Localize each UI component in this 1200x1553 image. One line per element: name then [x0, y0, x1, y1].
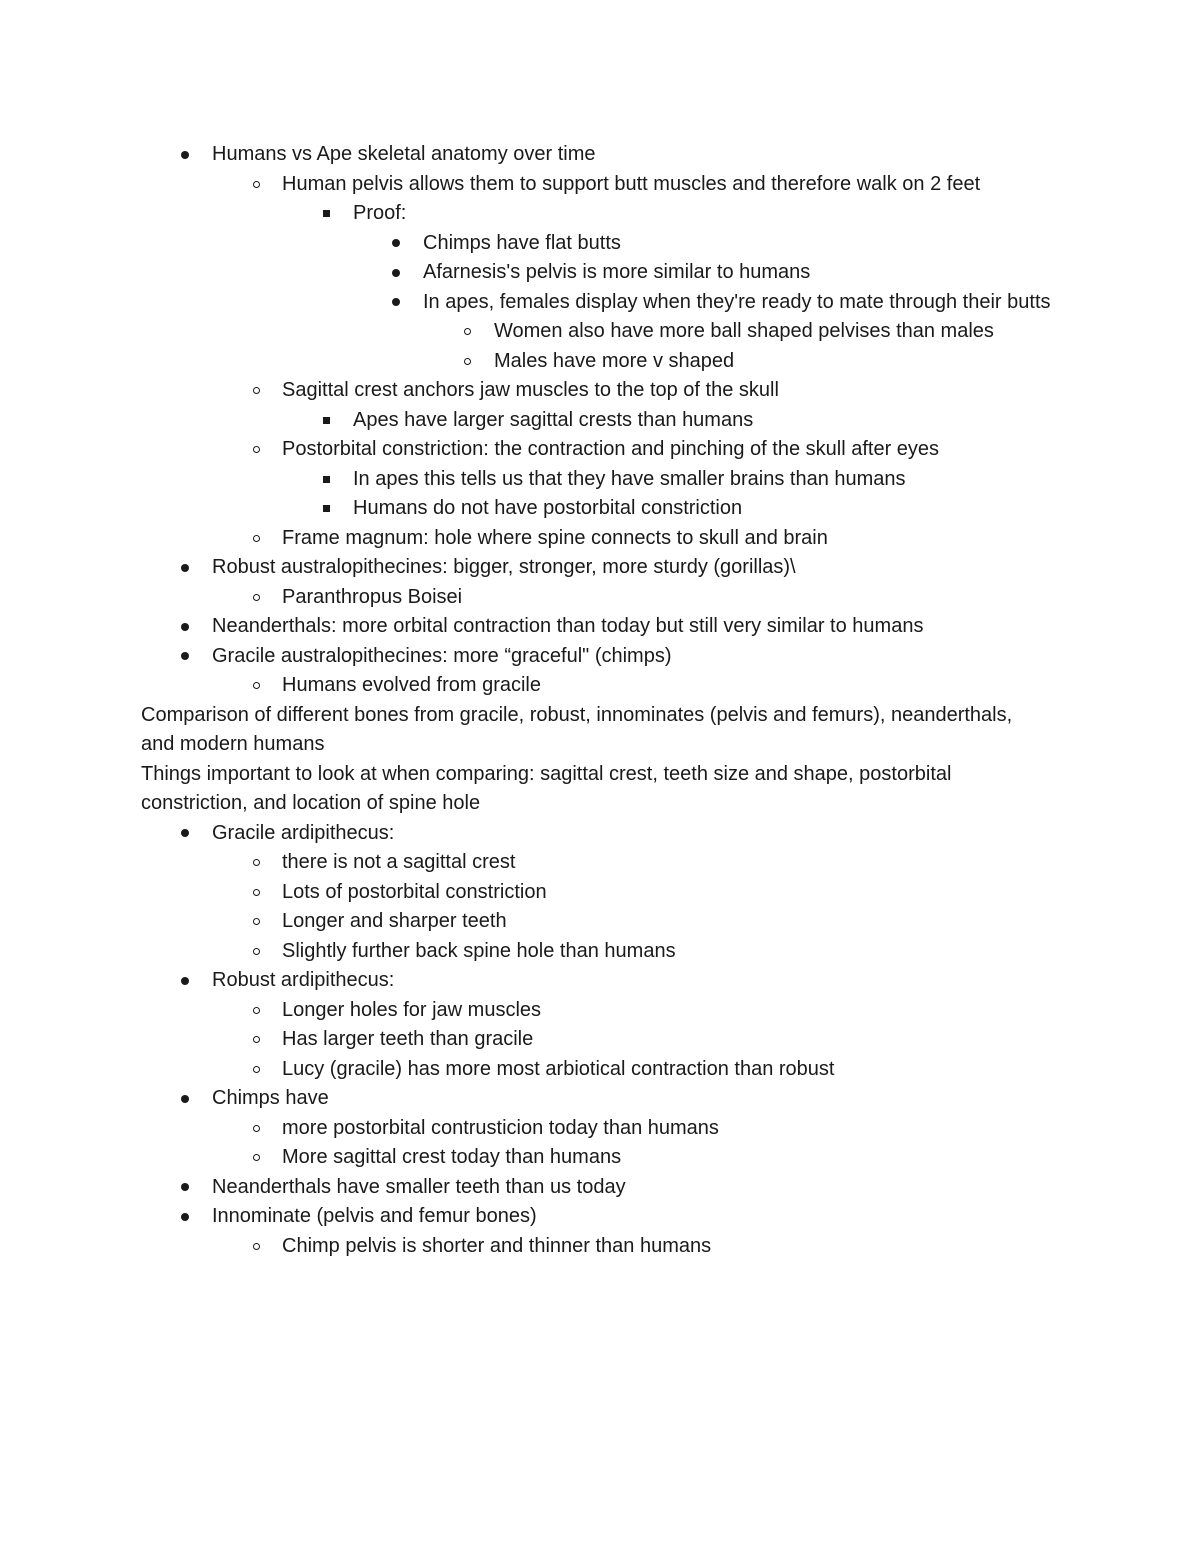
list-item: [141, 170, 1061, 200]
list-item-text: Sagittal crest anchors jaw muscles to the top of the skull: [282, 379, 779, 401]
list-item-text: Gracile ardipithecus:: [212, 821, 395, 844]
list-item-text: Chimp pelvis is shorter and thinner than humans: [282, 1234, 712, 1257]
bullet-circle-icon: [246, 848, 266, 878]
list-item-text: Slightly further back spine hole than humans: [282, 939, 676, 962]
bullet-circle-icon: [246, 376, 266, 406]
list-item-text: In apes this tells us that they have smaller brains than humans: [353, 467, 906, 490]
list-item: [141, 878, 1061, 908]
list-item: [141, 465, 1061, 495]
bullet-circle-icon: [246, 907, 266, 937]
bullet-circle-icon: [246, 1232, 266, 1262]
list-item: [141, 583, 1061, 613]
bullet-circle-icon: [246, 878, 266, 908]
paragraph: Things important to look at when comparing: sagittal crest, teeth size and shape, postorbital constriction, and location of spine hole: [141, 762, 952, 814]
list-item-text: more postorbital contrusticion today than humans: [282, 1116, 719, 1139]
paragraph: Comparison of different bones from gracile, robust, innominates (pelvis and femurs), neanderthals, and modern humans: [141, 703, 1013, 755]
list-item-text: More sagittal crest today than humans: [282, 1146, 622, 1168]
bullet-circle-icon: [246, 937, 266, 967]
list-item-text: In apes, females display when they're ready to mate through their butts: [423, 290, 1051, 313]
list-item: [141, 966, 1061, 996]
list-item: [141, 1232, 1061, 1262]
bullet-disc-icon: [386, 229, 406, 259]
list-item: [141, 848, 1061, 878]
list-item-text: Frame magnum: hole where spine connects to skull and brain: [282, 526, 828, 549]
list-item-text: Gracile australopithecines: more “graceful" (chimps): [212, 644, 672, 667]
bullet-disc-icon: [175, 819, 195, 849]
bullet-square-icon: [316, 465, 336, 495]
list-item-text: Paranthropus Boisei: [282, 585, 463, 608]
list-item: [141, 494, 1061, 524]
bullet-disc-icon: [175, 1173, 195, 1203]
list-item: [141, 199, 1061, 229]
bullet-circle-icon: [246, 1114, 266, 1144]
list-item: [141, 258, 1061, 288]
list-item-text: Neanderthals: more orbital contraction than today but still very similar to humans: [212, 615, 924, 637]
list-item-text: Postorbital constriction: the contraction and pinching of the skull after eyes: [282, 438, 940, 460]
list-item-text: Afarnesis's pelvis is more similar to humans: [423, 261, 811, 283]
list-item: [141, 317, 1061, 347]
list-item-text: Longer holes for jaw muscles: [282, 998, 542, 1021]
bullet-square-icon: [316, 406, 336, 436]
list-item-text: Proof:: [353, 202, 407, 224]
list-item: [141, 907, 1061, 937]
list-item: [141, 1055, 1061, 1085]
bullet-square-icon: [316, 199, 336, 229]
list-item: [141, 1173, 1061, 1203]
bullet-circle-icon: [246, 996, 266, 1026]
list-item: [141, 524, 1061, 554]
list-item-text: Chimps have flat butts: [423, 231, 621, 254]
bullet-disc-icon: [175, 140, 195, 170]
list-item-text: Humans do not have postorbital constriction: [353, 497, 743, 519]
list-item: [141, 1114, 1061, 1144]
list-item-text: Lucy (gracile) has more most arbiotical contraction than robust: [282, 1057, 835, 1080]
list-item-text: Human pelvis allows them to support butt muscles and therefore walk on 2 feet: [282, 172, 981, 195]
list-item: [141, 140, 1061, 170]
list-item-text: Longer and sharper teeth: [282, 910, 507, 932]
list-item: [141, 288, 1063, 318]
list-item: [141, 406, 1061, 436]
list-item-text: Lots of postorbital constriction: [282, 880, 547, 903]
bullet-disc-icon: [386, 288, 406, 318]
bullet-disc-icon: [175, 966, 195, 996]
list-item: [141, 671, 1061, 701]
bullet-disc-icon: [175, 1202, 195, 1232]
list-item-text: Males have more v shaped: [494, 349, 735, 372]
list-item: [141, 1143, 1061, 1173]
list-item: [141, 642, 1061, 672]
bullet-circle-icon: [246, 1025, 266, 1055]
list-item-text: Apes have larger sagittal crests than humans: [353, 408, 754, 431]
list-item-text: Chimps have: [212, 1087, 329, 1109]
list-item-text: Has larger teeth than gracile: [282, 1028, 534, 1050]
bullet-disc-icon: [175, 1084, 195, 1114]
list-item-text: Women also have more ball shaped pelvises than males: [494, 320, 994, 342]
list-item-text: Humans vs Ape skeletal anatomy over time: [212, 143, 596, 165]
bullet-circle-icon: [246, 1055, 266, 1085]
bullet-circle-icon: [457, 317, 477, 347]
list-item: [141, 553, 1061, 583]
bullet-disc-icon: [386, 258, 406, 288]
list-item-text: Robust ardipithecus:: [212, 969, 395, 991]
list-item: [141, 612, 1061, 642]
list-item: [141, 229, 1061, 259]
list-item-text: there is not a sagittal crest: [282, 851, 516, 873]
bullet-disc-icon: [175, 612, 195, 642]
bullet-disc-icon: [175, 642, 195, 672]
list-item: [141, 1084, 1061, 1114]
list-item: [141, 996, 1061, 1026]
bullet-circle-icon: [246, 435, 266, 465]
list-item: [141, 1202, 1061, 1232]
notes-body: [141, 140, 1061, 1261]
bullet-disc-icon: [175, 553, 195, 583]
list-item-text: Innominate (pelvis and femur bones): [212, 1205, 537, 1227]
bullet-circle-icon: [246, 583, 266, 613]
list-item: [141, 435, 1061, 465]
list-item: [141, 1025, 1061, 1055]
list-item: [141, 819, 1061, 849]
list-item-text: Robust australopithecines: bigger, stronger, more sturdy (gorillas)\: [212, 556, 796, 578]
bullet-circle-icon: [457, 347, 477, 377]
bullet-circle-icon: [246, 170, 266, 200]
list-item: [141, 347, 1061, 377]
bullet-circle-icon: [246, 1143, 266, 1173]
list-item-text: Neanderthals have smaller teeth than us today: [212, 1175, 626, 1198]
bullet-circle-icon: [246, 671, 266, 701]
bullet-circle-icon: [246, 524, 266, 554]
list-item: [141, 937, 1061, 967]
list-item-text: Humans evolved from gracile: [282, 674, 541, 696]
bullet-square-icon: [316, 494, 336, 524]
list-item: [141, 376, 1061, 406]
